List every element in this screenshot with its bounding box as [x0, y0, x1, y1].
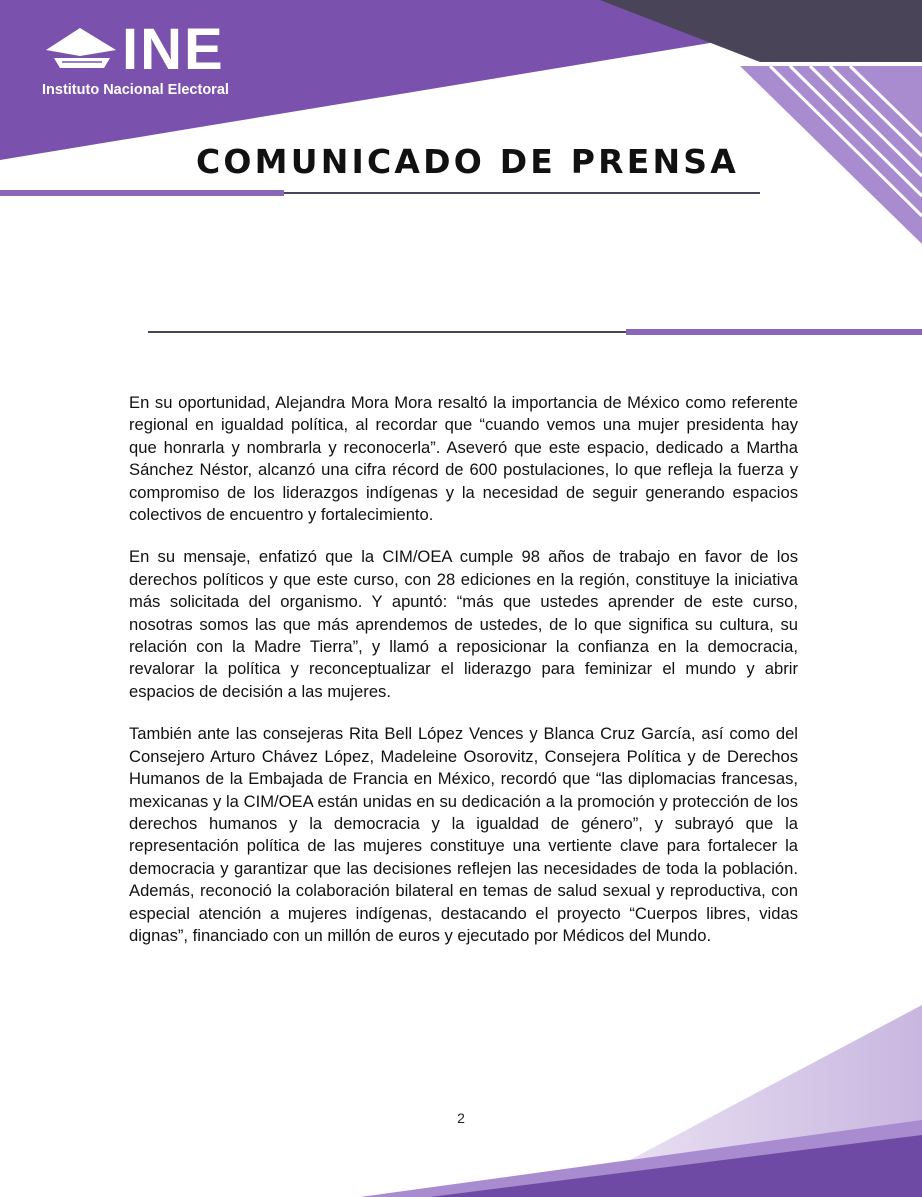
ine-logo-icon	[40, 26, 120, 74]
section-rule-accent	[626, 329, 922, 335]
paragraph: En su oportunidad, Alejandra Mora Mora resaltó la importancia de México como referente regional en igualdad política, al recordar que “cuando vemos una mujer presidenta hay que honrarla y nombrarla y reconocerla”. Aseveró que este espacio, dedicado a Martha Sánchez Néstor, alcanzó una cifra récord de 600 postulaciones, lo que refleja la fuerza y compromiso de los liderazgos indígenas y la necesidad de seguir generando espacios colectivos de encuentro y fortalecimiento.	[129, 393, 798, 525]
logo-wordmark: INE	[122, 17, 225, 82]
title-rule-accent	[0, 190, 284, 196]
right-corner-triangle	[740, 66, 922, 244]
page-number: 2	[457, 1110, 465, 1126]
document-body	[129, 392, 798, 967]
ine-logo	[40, 17, 280, 106]
paragraph: En su mensaje, enfatizó que la CIM/OEA cumple 98 años de trabajo en favor de los derechos políticos y que este curso, con 28 ediciones en la región, constituye la iniciativa más solicitada del organismo. Y apuntó: “más que ustedes aprender de este curso, nosotras somos las que más aprendemos de ustedes, de lo que significa su cultura, su relación con la Madre Tierra”, y llamó a reposicionar la confianza en la democracia, revalorar la política y reconceptualizar el liderazgo para feminizar el mundo y abrir espacios de decisión a las mujeres.	[129, 547, 798, 701]
title-rule	[284, 192, 760, 194]
paragraph: También ante las consejeras Rita Bell López Vences y Blanca Cruz García, así como del Consejero Arturo Chávez López, Madeleine Osorovitz, Consejera Política y de Derechos Humanos de la Embajada de Francia en México, recordó que “las diplomacias francesas, mexicanas y la CIM/OEA están unidas en su dedicación a la promoción y protección de los derechos humanos y la democracia y la igualdad de género”, y subrayó que la representación política de las mujeres constituye una vertiente clave para fortalecer la democracia y garantizar que las decisiones reflejen las necesidades de toda la población. Además, reconoció la colaboración bilateral en temas de salud sexual y reproductiva, con especial atención a mujeres indígenas, destacando el proyecto “Cuerpos libres, vidas dignas”, financiado con un millón de euros y ejecutado por Médicos del Mundo.	[129, 724, 798, 945]
logo-subtitle: Instituto Nacional Electoral	[42, 82, 229, 98]
page-title: COMUNICADO DE PRENSA	[196, 142, 739, 181]
